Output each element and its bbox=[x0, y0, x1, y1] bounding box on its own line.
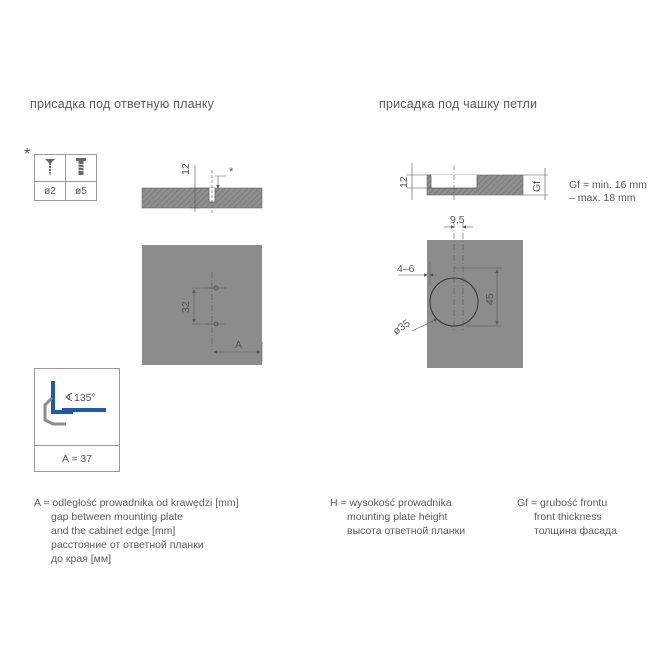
left-a-label: A bbox=[235, 339, 243, 351]
left-section-view bbox=[142, 163, 262, 215]
left-spacing-label: 32 bbox=[180, 301, 192, 313]
legend-gf-line-2: front thickness bbox=[534, 511, 602, 523]
left-star-label: * bbox=[229, 166, 234, 178]
legend-a bbox=[34, 496, 239, 566]
left-section-title: присадка под ответную планку bbox=[30, 97, 215, 111]
gf-range-max: – max. 18 mm bbox=[569, 192, 636, 204]
left-front-view bbox=[142, 245, 262, 365]
right-gf-label: Gf bbox=[531, 180, 543, 192]
angle-box-value: A = 37 bbox=[62, 453, 93, 465]
dim-edge-label: 4–6 bbox=[397, 263, 415, 275]
asterisk-mark: * bbox=[24, 146, 31, 163]
right-section-view bbox=[398, 163, 548, 200]
legend-a-line-5: до края [мм] bbox=[51, 553, 112, 565]
angle-label: 135° bbox=[74, 392, 96, 404]
right-thickness-label: 12 bbox=[398, 176, 410, 188]
legend-a-line-2: gap between mounting plate bbox=[51, 511, 183, 523]
legend-a-line-1: A = odległość prowadnika od krawędzi [mm] bbox=[34, 497, 239, 509]
cabinet-corner-icon bbox=[53, 381, 73, 412]
legend-h-line-2: mounting plate height bbox=[347, 511, 448, 523]
screw-size-2: ø5 bbox=[66, 182, 97, 201]
dim-cup-label: ø35 bbox=[390, 317, 413, 338]
legend-a-line-4: расстояние от ответной планки bbox=[51, 539, 204, 551]
legend-a-line-3: and the cabinet edge [mm] bbox=[51, 525, 176, 537]
screw-size-1: ø2 bbox=[35, 182, 66, 201]
gf-range-min: Gf = min. 16 mm bbox=[569, 179, 647, 191]
left-thickness-label: 12 bbox=[180, 163, 192, 175]
legend-gf bbox=[517, 496, 617, 538]
legend-h-line-3: высота ответной планки bbox=[347, 525, 466, 537]
dim-offset-label: 9,5 bbox=[450, 214, 465, 226]
right-section-title: присадка под чашку петли bbox=[379, 97, 538, 111]
angle-box bbox=[35, 369, 120, 472]
legend-gf-line-3: толщина фасада bbox=[534, 525, 618, 537]
dim-height-label: 45 bbox=[484, 293, 496, 305]
legend-gf-line-1: Gf = grubość frontu bbox=[517, 497, 608, 509]
right-front-view bbox=[391, 214, 523, 368]
legend-h bbox=[330, 496, 465, 538]
legend-h-line-1: H = wysokość prowadnika bbox=[330, 497, 452, 509]
